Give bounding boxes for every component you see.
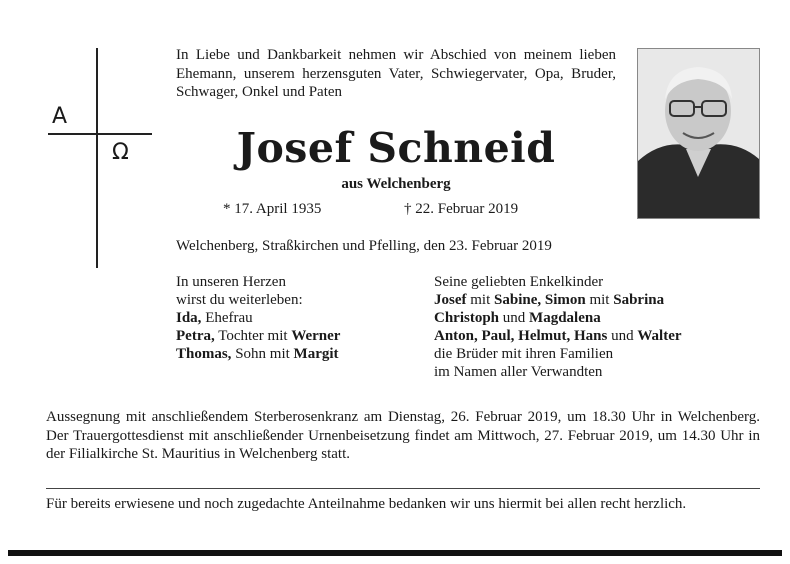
thomas-partner: Margit <box>293 346 339 362</box>
connector-und-1: und <box>499 310 530 326</box>
right-line-4 <box>434 327 682 345</box>
cross-horizontal-bar <box>48 133 152 135</box>
left-line-thomas <box>176 345 340 363</box>
omega-symbol: Ω <box>112 140 129 165</box>
ida-role: Ehefrau <box>201 310 253 326</box>
portrait-image <box>638 49 759 218</box>
obituary-notice <box>8 8 782 556</box>
petra-name: Petra, <box>176 328 215 344</box>
origin-line: aus Welchenberg <box>341 176 451 192</box>
right-line-3 <box>434 309 682 327</box>
right-line-5: die Brüder mit ihren Familien <box>434 346 614 362</box>
connector-und-2: und <box>607 328 638 344</box>
birth-date: * 17. April 1935 <box>223 201 322 217</box>
alpha-symbol: A <box>52 104 68 129</box>
death-date: † 22. Februar 2019 <box>404 201 519 217</box>
petra-partner: Werner <box>291 328 341 344</box>
petra-role: Tochter mit <box>214 328 292 344</box>
grandchildren-group: Anton, Paul, Helmut, Hans <box>434 328 608 344</box>
mourners-left-column <box>176 273 340 363</box>
connector-mit-1: mit <box>466 292 495 308</box>
mourners-right-column <box>434 273 682 381</box>
intro-text: In Liebe und Dankbarkeit nehmen wir Abschied von meinem lieben Ehemann, unserem herzensguten Vater, Schwiegervater, Opa, Bruder, Schwager, Onkel und Paten <box>176 47 616 100</box>
grandchild-sabrina: Sabrina <box>613 292 665 308</box>
thomas-name: Thomas, <box>176 346 232 362</box>
thomas-role: Sohn mit <box>231 346 294 362</box>
right-line-1: Seine geliebten Enkelkinder <box>434 274 604 290</box>
right-line-2 <box>434 291 682 309</box>
right-line-6: im Namen aller Verwandten <box>434 364 603 380</box>
connector-mit-2: mit <box>585 292 614 308</box>
grandchild-walter: Walter <box>637 328 682 344</box>
portrait-photo <box>637 48 760 219</box>
left-line-ida <box>176 309 340 327</box>
left-line-1: In unseren Herzen <box>176 274 286 290</box>
thanks-paragraph: Für bereits erwiesene und noch zugedachte Anteilnahme bedanken wir uns hiermit bei allen recht herzlich. <box>46 496 687 512</box>
grandchild-christoph: Christoph <box>434 310 500 326</box>
cross-vertical-bar <box>96 48 98 268</box>
left-line-petra <box>176 327 340 345</box>
service-paragraph: Aussegnung mit anschließendem Sterberosenkranz am Dienstag, 26. Februar 2019, um 18.30 Uhr in Welchenberg. Der Trauergottesdienst mit anschließender Urnenbeisetzung findet am Mittwoch, 27. Februar 2019, um 14.30 Uhr in der Filialkirche St. Mauritius in Welchenberg statt. <box>46 409 760 462</box>
deceased-name: Josef Schneid <box>236 124 556 172</box>
left-line-2: wirst du weiterleben: <box>176 292 303 308</box>
ida-name: Ida, <box>176 310 202 326</box>
bottom-border <box>8 550 782 556</box>
grandchild-josef: Josef <box>434 292 467 308</box>
divider-line <box>46 488 760 489</box>
place-and-date: Welchenberg, Straßkirchen und Pfelling, den 23. Februar 2019 <box>176 238 552 254</box>
grandchild-magdalena: Magdalena <box>529 310 601 326</box>
grandchild-partners: Sabine, Simon <box>494 292 586 308</box>
